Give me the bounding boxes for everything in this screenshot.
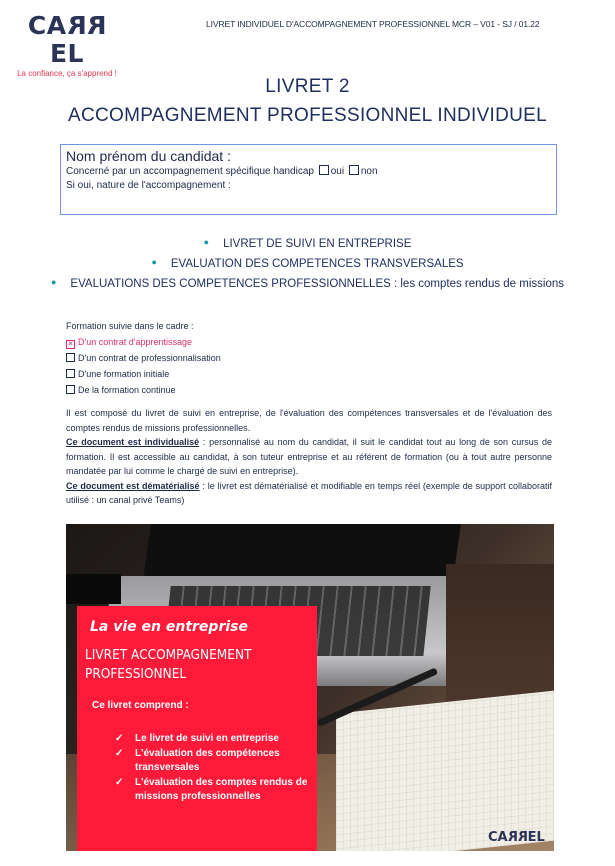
- accompaniment-nature-label: Si oui, nature de l'accompagnement :: [66, 180, 231, 191]
- checkmark-icon: ✓: [115, 747, 124, 759]
- contents-item: ● EVALUATION DES COMPETENCES TRANSVERSALES: [151, 257, 464, 270]
- contents-list: [0, 233, 615, 293]
- checkbox-icon[interactable]: [66, 353, 75, 362]
- page-subtitle: ACCOMPAGNEMENT PROFESSIONNEL INDIVIDUEL: [67, 105, 548, 126]
- bullet-icon: ●: [151, 257, 157, 267]
- hero-image: [66, 524, 554, 851]
- document-reference: LIVRET INDIVIDUEL D'ACCOMPAGNEMENT PROFESSIONNEL MCR – V01 - SJ / 01.22: [206, 19, 540, 29]
- description-section: [66, 406, 552, 508]
- carrel-logo: [12, 12, 122, 78]
- formation-section: [66, 318, 221, 398]
- logo-wordmark: CARREL: [27, 11, 107, 68]
- description-paragraph: Il est composé du livret de suivi en entreprise, de l'évaluation des compétences transversales et de l'évaluation des comptes rendus de missions professionnelles.: [66, 408, 552, 433]
- bullet-icon: ●: [50, 277, 57, 287]
- handicap-question: Concerné par un accompagnement spécifique handicap oui non: [66, 166, 378, 177]
- handicap-yes-checkbox[interactable]: [319, 165, 329, 175]
- candidate-name-label: Nom prénom du candidat :: [66, 148, 231, 164]
- checkmark-icon: ✓: [115, 776, 124, 788]
- bullet-icon: ●: [203, 237, 210, 247]
- handicap-no-checkbox[interactable]: [349, 165, 359, 175]
- checkbox-icon[interactable]: [66, 385, 75, 394]
- logo-tagline: La confiance, ça s'apprend !: [17, 69, 117, 78]
- contents-item: ● LIVRET DE SUIVI EN ENTREPRISE: [203, 237, 412, 250]
- handicap-yes-label: oui: [330, 166, 345, 177]
- handicap-no-label: non: [360, 166, 378, 177]
- formation-option-initiale[interactable]: D'une formation initiale: [66, 366, 221, 382]
- hero-checklist-item: ✓ L'évaluation des comptes rendus de missions professionnelles: [115, 776, 308, 802]
- contents-item: ● EVALUATIONS DES COMPETENCES PROFESSIONNELLES : les comptes rendus de missions: [50, 277, 565, 290]
- hero-red-panel: [77, 606, 317, 851]
- description-dematerialise: Ce document est dématérialisé : le livret est dématérialisé et modifiable en temps réel (exemple de support collaboratif utilisé : un canal privé Teams): [66, 480, 552, 505]
- hero-checklist-item: ✓ L'évaluation des compétences transversales: [115, 747, 280, 773]
- formation-option-continue[interactable]: De la formation continue: [66, 382, 221, 398]
- notebook-image: [336, 690, 554, 851]
- checkbox-icon[interactable]: [66, 369, 75, 378]
- checked-box-icon[interactable]: ✕: [67, 341, 74, 348]
- page-title: LIVRET 2: [265, 76, 350, 97]
- phone-image: [66, 574, 121, 604]
- hero-intro: Ce livret comprend :: [92, 700, 189, 711]
- formation-label: Formation suivie dans le cadre :: [66, 321, 194, 331]
- hero-kicker: La vie en entreprise: [90, 619, 248, 635]
- description-individualise: Ce document est individualisé : personnalisé au nom du candidat, il suit le candidat tout au long de son cursus de formation. Il est accessible au candidat, à son tuteur entreprise et au référent de formation (ou à tout autre personne mandatée par lui comme le chargé de suivi en entreprise).: [66, 437, 552, 476]
- formation-option-apprentissage[interactable]: ✕ D'un contrat d'apprentissage: [67, 337, 193, 348]
- candidate-info-box[interactable]: [60, 144, 557, 215]
- hero-title: LIVRET ACCOMPAGNEMENT PROFESSIONNEL: [85, 647, 252, 682]
- checkmark-icon: ✓: [115, 733, 124, 744]
- formation-option-professionnalisation[interactable]: D'un contrat de professionnalisation: [66, 350, 221, 366]
- hero-checklist-item: ✓ Le livret de suivi en entreprise: [115, 732, 315, 747]
- hero-checklist: [115, 732, 315, 805]
- hero-carrel-logo: CARREL: [488, 830, 545, 845]
